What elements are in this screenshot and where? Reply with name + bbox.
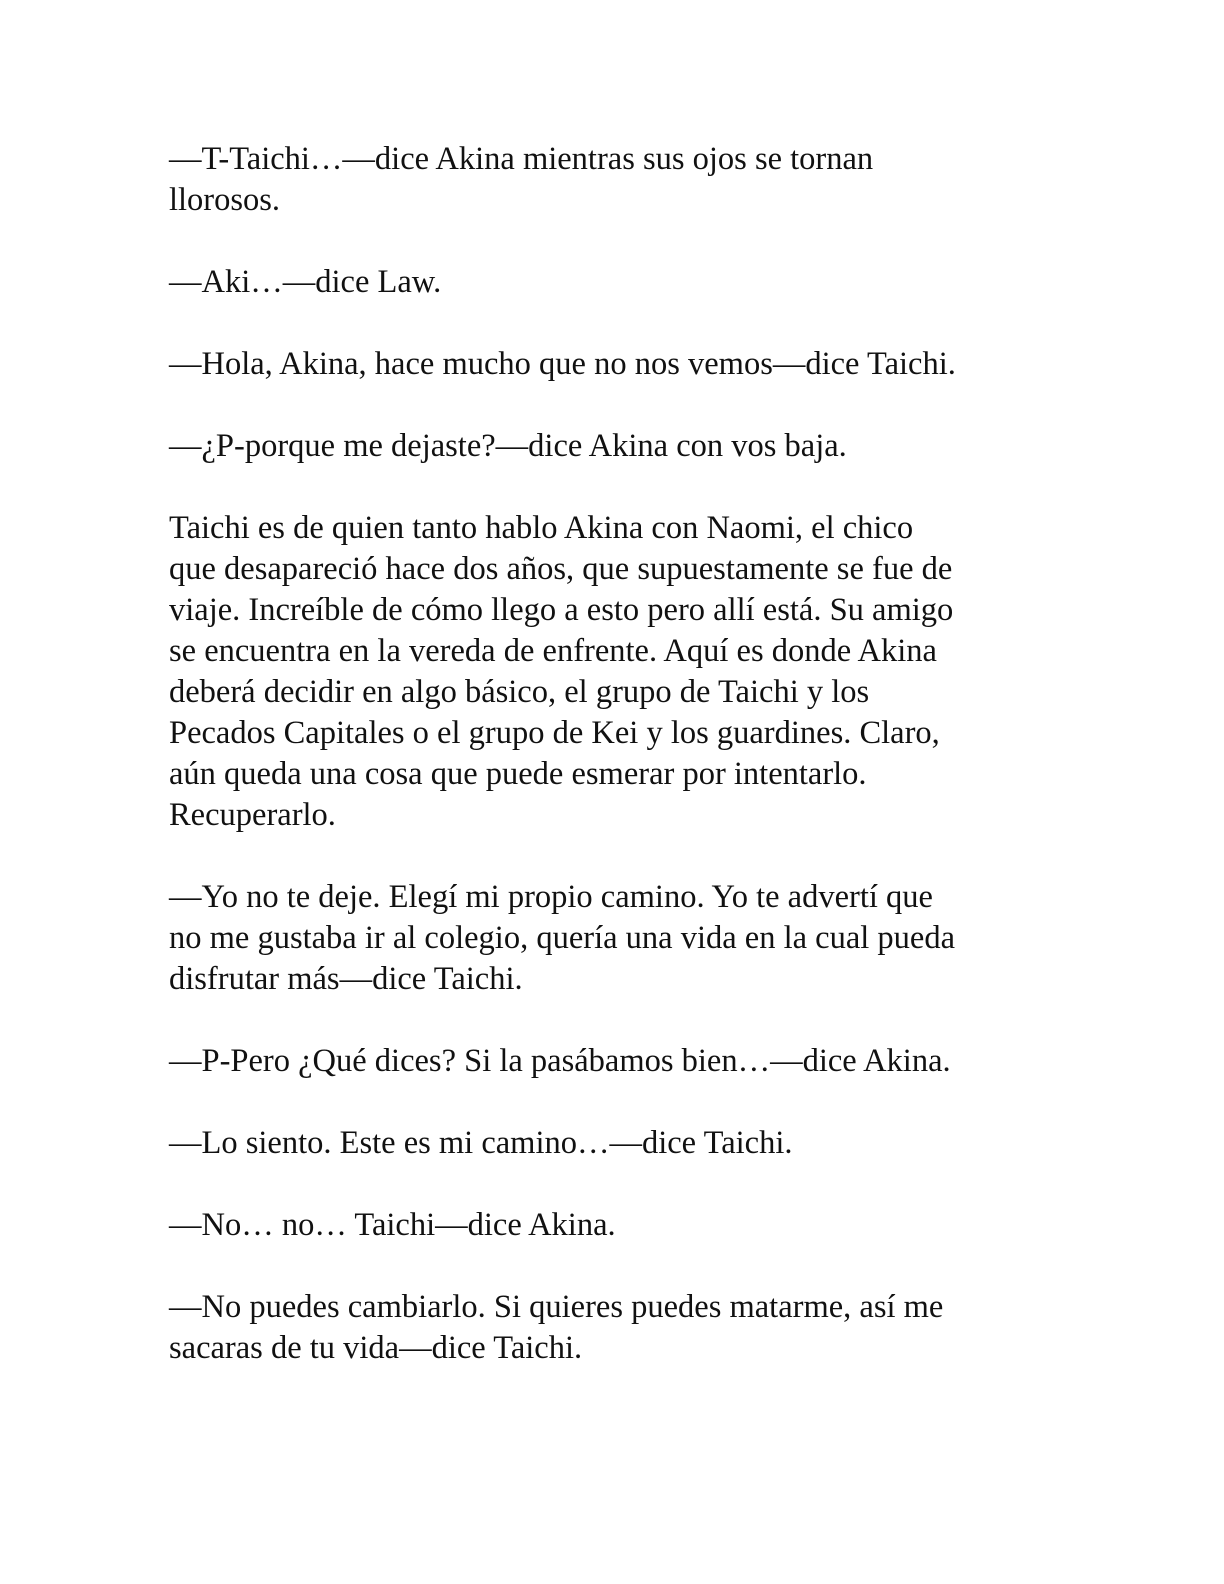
paragraph-line: que desapareció hace dos años, que supuestamente se fue de [169, 551, 953, 587]
paragraph-9 [169, 1205, 1049, 1246]
paragraph-10 [169, 1287, 1049, 1369]
paragraph-5 [169, 508, 1049, 836]
paragraph-line: viaje. Increíble de cómo llego a esto pero allí está. Su amigo [169, 592, 954, 628]
paragraph-line: Pecados Capitales o el grupo de Kei y los guardines. Claro, [169, 715, 940, 751]
paragraph-line: —Hola, Akina, hace mucho que no nos vemos—dice Taichi. [169, 346, 956, 382]
document-page [169, 139, 1049, 1410]
paragraph-line: —Aki…—dice Law. [169, 264, 442, 300]
paragraph-line: Recuperarlo. [169, 797, 336, 833]
paragraph-line: —Yo no te deje. Elegí mi propio camino. Yo te advertí que [169, 879, 933, 915]
paragraph-line: —Lo siento. Este es mi camino…—dice Taichi. [169, 1125, 793, 1161]
paragraph-3 [169, 344, 1049, 385]
paragraph-8 [169, 1123, 1049, 1164]
paragraph-line: —No puedes cambiarlo. Si quieres puedes matarme, así me [169, 1289, 944, 1325]
paragraph-line: no me gustaba ir al colegio, quería una vida en la cual pueda [169, 920, 956, 956]
paragraph-1 [169, 139, 1049, 221]
paragraph-line: sacaras de tu vida—dice Taichi. [169, 1330, 583, 1366]
paragraph-line: se encuentra en la vereda de enfrente. Aquí es donde Akina [169, 633, 937, 669]
paragraph-7 [169, 1041, 1049, 1082]
paragraph-line: disfrutar más—dice Taichi. [169, 961, 523, 997]
paragraph-2 [169, 262, 1049, 303]
paragraph-line: aún queda una cosa que puede esmerar por intentarlo. [169, 756, 867, 792]
paragraph-line: llorosos. [169, 182, 281, 218]
paragraph-line: Taichi es de quien tanto hablo Akina con Naomi, el chico [169, 510, 914, 546]
paragraph-line: —P-Pero ¿Qué dices? Si la pasábamos bien…—dice Akina. [169, 1043, 951, 1079]
paragraph-4 [169, 426, 1049, 467]
paragraph-6 [169, 877, 1049, 1000]
paragraph-line: deberá decidir en algo básico, el grupo de Taichi y los [169, 674, 870, 710]
paragraph-line: —T-Taichi…—dice Akina mientras sus ojos se tornan [169, 141, 874, 177]
paragraph-line: —¿P-porque me dejaste?—dice Akina con vos baja. [169, 428, 847, 464]
paragraph-line: —No… no… Taichi—dice Akina. [169, 1207, 616, 1243]
